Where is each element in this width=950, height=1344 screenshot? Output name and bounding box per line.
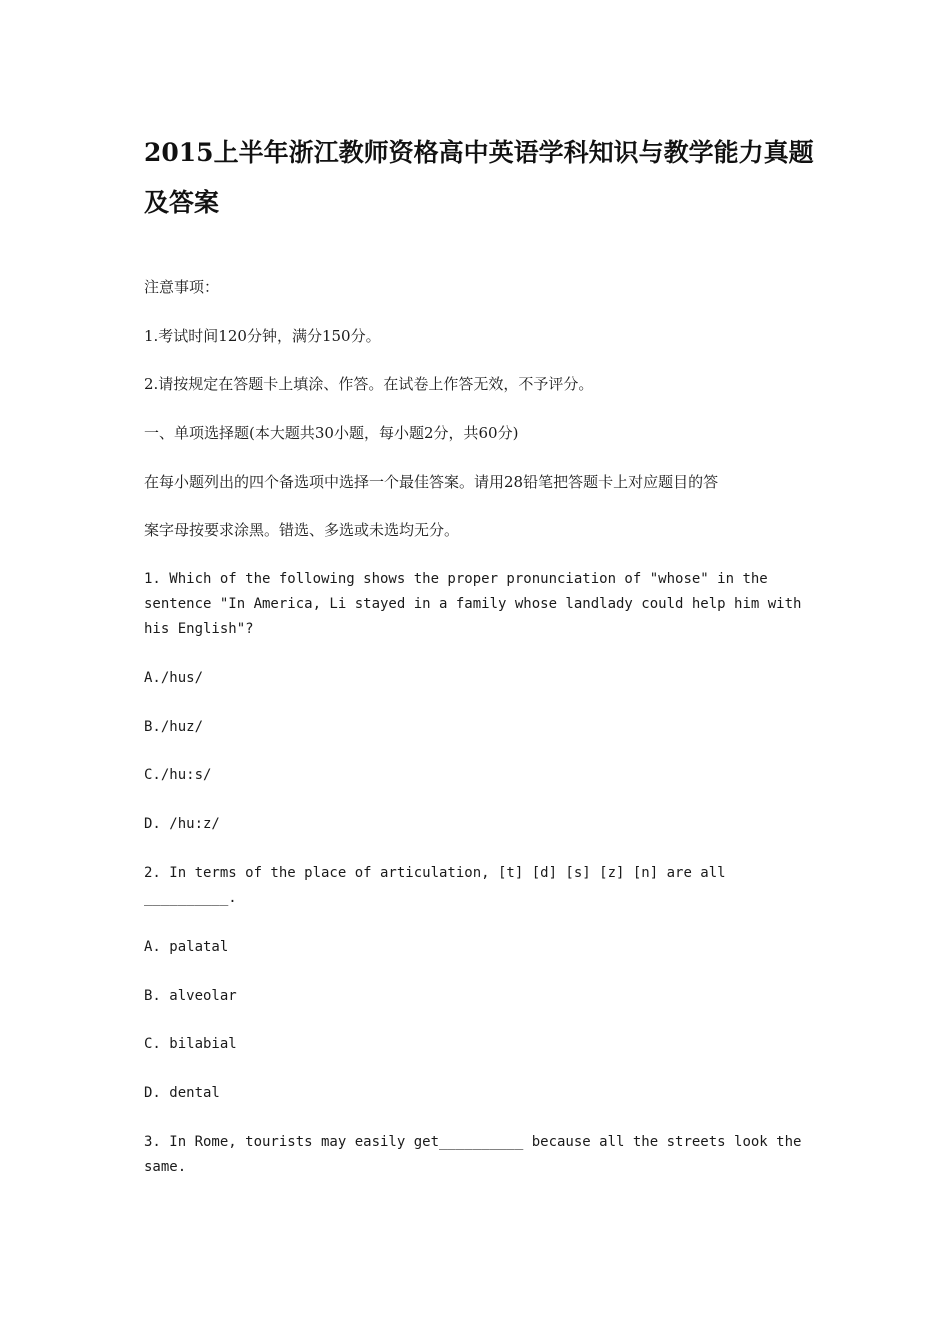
question-1-stem-line-3: his English"? (144, 621, 254, 637)
question-1-stem-line-1: 1. Which of the following shows the proper pronunciation of "whose" in the (144, 571, 768, 587)
question-1-stem-line-2: sentence "In America, Li stayed in a family whose landlady could help him with (144, 596, 802, 612)
notice-heading: 注意事项： (144, 278, 220, 296)
section-heading: 一、单项选择题(本大题共30小题，每小题2分，共60分) (144, 424, 519, 442)
document-title: 2015上半年浙江教师资格高中英语学科知识与教学能力真题及答案 (144, 138, 814, 217)
question-1-option-a: A./hus/ (144, 670, 204, 686)
question-3-stem-line-2: same. (144, 1159, 187, 1175)
section-instruction-line-1: 在每小题列出的四个备选项中选择一个最佳答案。请用28铅笔把答题卡上对应题目的答 (144, 473, 719, 491)
notice-item-1: 1.考试时间120分钟，满分150分。 (144, 327, 381, 345)
section-instruction-line-2: 案字母按要求涂黑。错选、多选或未选均无分。 (144, 521, 460, 539)
notice-item-2: 2.请按规定在答题卡上填涂、作答。在试卷上作答无效，不予评分。 (144, 375, 594, 393)
question-2-stem-line-1: 2. In terms of the place of articulation, [t] [d] [s] [z] [n] are all (144, 865, 726, 881)
question-2-stem-line-2: __________. (144, 890, 237, 906)
question-2-option-d: D. dental (144, 1085, 220, 1101)
question-2-option-c: C. bilabial (144, 1036, 237, 1052)
question-1-option-c: C./hu:s/ (144, 767, 212, 783)
question-2-option-a: A. palatal (144, 939, 229, 955)
question-3-stem-line-1: 3. In Rome, tourists may easily get__________ because all the streets look the (144, 1134, 802, 1150)
question-2-option-b: B. alveolar (144, 988, 237, 1004)
question-1-option-d: D. /hu:z/ (144, 816, 220, 832)
question-1-option-b: B./huz/ (144, 719, 204, 735)
